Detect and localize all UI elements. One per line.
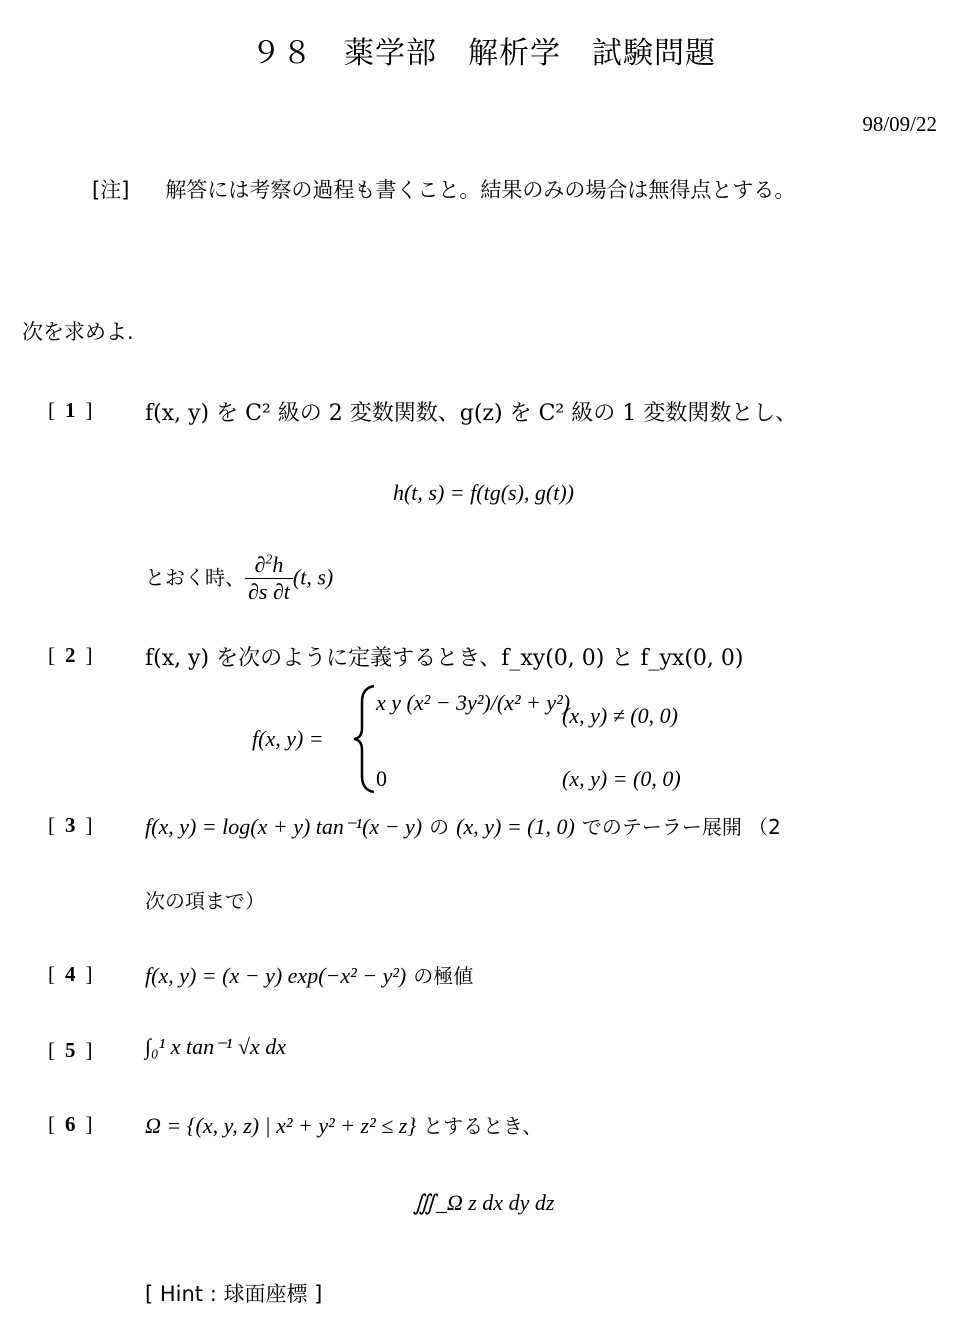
instruction: 次を求めよ. [22,320,134,344]
problem-2-case2-cond: (x, y) = (0, 0) [562,766,681,791]
problem-1-ask: とおく時、 $\frac{\partial^2h}{\partial s \partial t}$ (t, s) [145,552,334,604]
exam-date: 98/09/22 [862,112,937,136]
problem-5-integral: ∫₀¹ x tan⁻¹ √x dx [145,1034,286,1059]
note-text: 解答には考察の過程も書くこと。結果のみの場合は無得点とする。 [165,178,796,202]
problem-3-text-cont: 次の項まで） [145,889,265,913]
problem-2-intro: f(x, y) を次のように定義するとき、f_xy(0, 0) と f_yx(0, 0) [145,646,744,671]
problem-4-number: [ 4 ] [48,962,93,986]
note-tag: [注] [92,178,130,202]
problem-5-number: [ 5 ] [48,1038,93,1062]
problem-3-number: [ 3 ] [48,813,93,837]
problem-2-case1-cond: (x, y) ≠ (0, 0) [562,703,678,728]
problem-6-hint: [ Hint : 球面座標 ] [145,1282,323,1306]
problem-2-case1: x y (x² − 3y²)/(x² + y²) [376,690,571,715]
problem-1-formula: h(t, s) = f(tg(s), g(t)) [392,480,575,505]
problem-6-number: [ 6 ] [48,1112,93,1136]
problem-6-integral: ∭_Ω z dx dy dz [412,1190,555,1215]
problem-2-number: [ 2 ] [48,643,93,667]
problem-3-text: f(x, y) = log(x + y) tan⁻¹(x − y) の (x, y) = (1, 0) でのテーラー展開 （2 [145,814,781,839]
exam-note [92,174,795,204]
problem-6-text: Ω = {(x, y, z) | x² + y² + z² ≤ z} とするとき、 [145,1113,543,1138]
problem-2-lhs: f(x, y) = [252,726,324,751]
problem-2-case2: 0 [376,766,387,791]
problem-1-intro: f(x, y) を C² 級の 2 変数関数、g(z) を C² 級の 1 変数関数とし、 [145,401,798,426]
exam-title: ９８ 薬学部 解析学 試験問題 [251,36,716,71]
problem-1-number: [ 1 ] [48,398,93,422]
problem-4-text: f(x, y) = (x − y) exp(−x² − y²) の極値 [145,963,474,988]
